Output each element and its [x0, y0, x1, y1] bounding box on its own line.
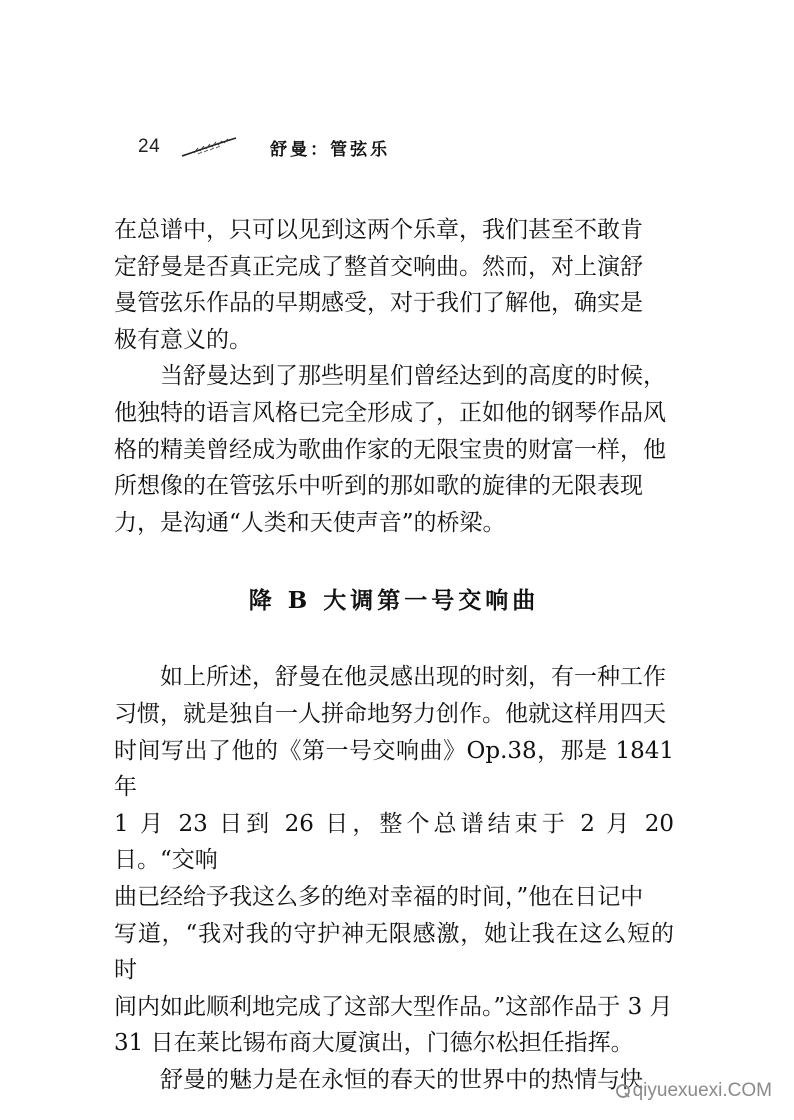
site-watermark — [615, 1080, 772, 1102]
paragraph-4: 舒曼的魅力是在永恒的春天的世界中的热情与快 — [160, 1066, 643, 1093]
watermark-text: qiyuexuexi.COM — [632, 1080, 772, 1101]
paragraph-1: 在总谱中，只可以见到这两个乐章，我们甚至不敢肯 定舒曼是否真正完成了整首交响曲。然而，对上演舒 曼管弦乐作品的早期感受，对于我们了解他，确实是 极有意义的。 — [114, 217, 643, 353]
quill-pen-icon — [180, 136, 238, 158]
page-body — [114, 212, 674, 1098]
page-header — [138, 132, 390, 162]
running-title: 舒曼：管弦乐 — [270, 139, 391, 160]
page-number: 24 — [138, 136, 161, 157]
paragraph-3: 如上所述，舒曼在他灵感出现的时刻，有一种工作 习惯，就是独自一人拼命地努力创作。他就这样用四天 时间写出了他的《第一号交响曲》Op.38，那是 1841 年 1 月 23 日到 26 日，整个总谱结束于 2 月 20 日。“交响 曲已经给予我这么多的绝对幸福的时间，”他在日记中 写道，“我对我的守护神无限感激，她让我在这么短的时 间内如此顺利地完成了这部大型作品。”这部作品于 3 月 31 日在莱比锡布商大厦演出，门德尔松担任指挥。 — [114, 664, 674, 1057]
section-heading: 降 B 大调第一号交响曲 — [248, 587, 540, 615]
watermark-logo-icon — [615, 1083, 631, 1099]
paragraph-2: 当舒曼达到了那些明星们曾经达到的高度的时候， 他独特的语言风格已完全形成了，正如他的钢琴作品风 格的精美曾经成为歌曲作家的无限宝贵的财富一样，他 所想像的在管弦乐中听到的那如歌的旋律的无限表现 力，是沟通“人类和天使声音”的桥梁。 — [114, 363, 666, 536]
